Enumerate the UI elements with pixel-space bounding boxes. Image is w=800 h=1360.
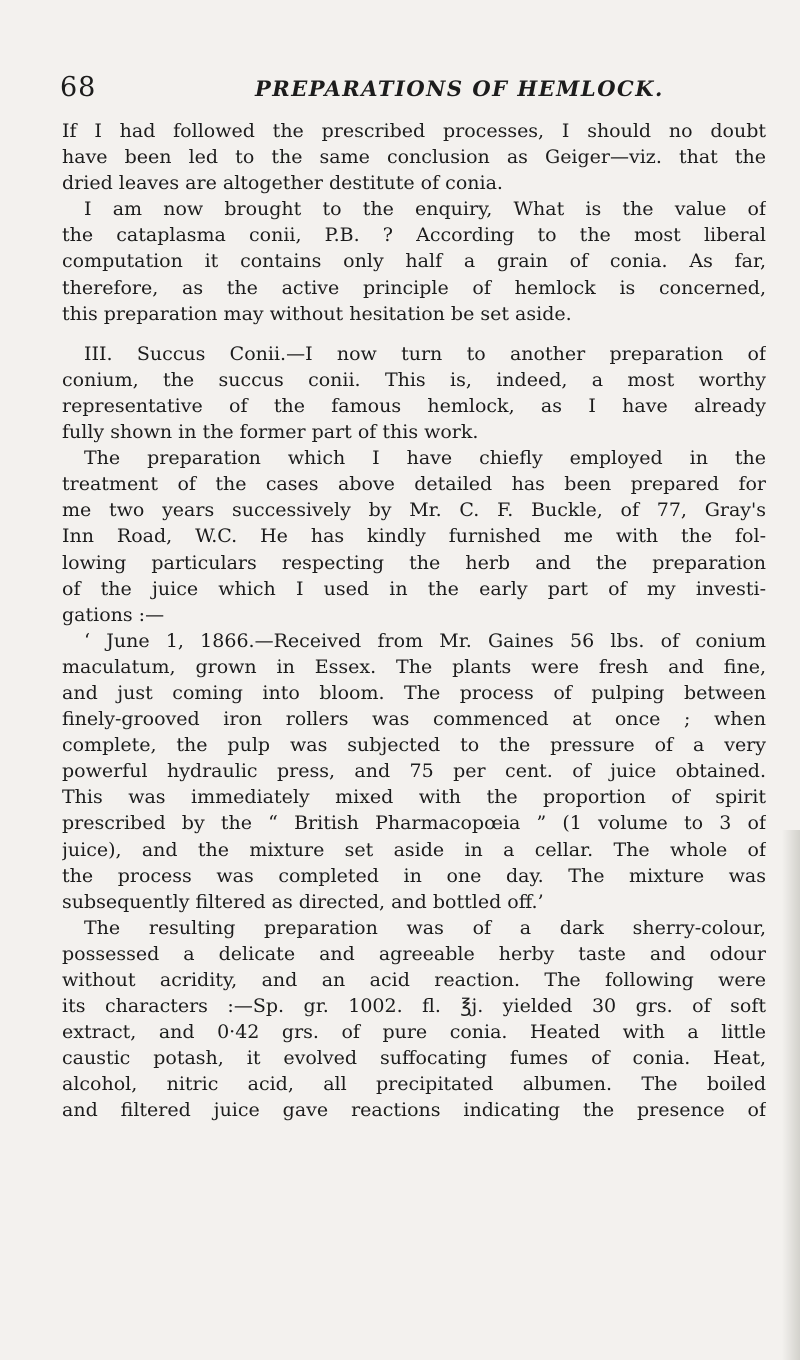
text-line: and filtered juice gave reactions indicating the presence of — [62, 1099, 766, 1122]
text-line: treatment of the cases above detailed has been prepared for — [62, 473, 766, 496]
text-line: of the juice which I used in the early part of my investi- — [62, 577, 766, 600]
page-header — [60, 72, 770, 102]
text-line: lowing particulars respecting the herb and the preparation — [62, 551, 766, 574]
text-line: gations :— — [62, 603, 165, 626]
text-line: Inn Road, W.C. He has kindly furnished me with the fol- — [62, 525, 766, 548]
text-line: the process was completed in one day. The mixture was — [62, 864, 766, 887]
text-line: me two years successively by Mr. C. F. Buckle, of 77, Gray's — [62, 499, 766, 522]
text-line: The resulting preparation was of a dark sherry-colour, — [84, 916, 766, 939]
text-line: therefore, as the active principle of hemlock is concerned, — [62, 276, 766, 299]
text-line: possessed a delicate and agreeable herby taste and odour — [62, 942, 766, 965]
text-line: The preparation which I have chiefly employed in the — [84, 447, 766, 470]
text-line: dried leaves are altogether destitute of conia. — [62, 172, 503, 195]
text-line: conium, the succus conii. This is, indeed, a most worthy — [62, 368, 766, 391]
running-title: PREPARATIONS OF HEMLOCK. — [255, 76, 664, 101]
text-line: caustic potash, it evolved suffocating fumes of conia. Heat, — [62, 1047, 766, 1070]
paragraph — [62, 445, 766, 628]
text-line: this preparation may without hesitation be set aside. — [62, 302, 572, 325]
text-line: juice), and the mixture set aside in a cellar. The whole of — [62, 838, 766, 861]
paragraph — [62, 196, 766, 326]
text-line: representative of the famous hemlock, as I have already — [62, 394, 766, 417]
text-line: prescribed by the “ British Pharmacopœia ” (1 volume to 3 of — [62, 812, 766, 835]
text-line: have been led to the same conclusion as Geiger—viz. that the — [62, 146, 766, 169]
text-line: the cataplasma conii, P.B. ? According to the most liberal — [62, 224, 766, 247]
text-line: computation it contains only half a grain of conia. As far, — [62, 250, 766, 273]
text-line: and just coming into bloom. The process of pulping between — [62, 681, 766, 704]
text-line: subsequently filtered as directed, and bottled off.’ — [62, 890, 544, 913]
text-line: This was immediately mixed with the proportion of spirit — [62, 786, 766, 809]
text-line: III. Succus Conii.—I now turn to another preparation of — [84, 342, 766, 365]
text-line: without acridity, and an acid reaction. The following were — [62, 969, 766, 991]
page-number: 68 — [60, 72, 97, 103]
paragraph — [62, 628, 766, 915]
text-line: extract, and 0·42 grs. of pure conia. Heated with a little — [62, 1021, 766, 1044]
paragraph — [62, 915, 766, 1124]
text-line: powerful hydraulic press, and 75 per cent. of juice obtained. — [62, 760, 766, 783]
text-line: maculatum, grown in Essex. The plants were fresh and fine, — [62, 655, 766, 678]
text-line: complete, the pulp was subjected to the pressure of a very — [62, 734, 766, 757]
page-edge-shadow — [782, 830, 800, 1360]
text-line: its characters :—Sp. gr. 1002. fl. ℥j. yielded 30 grs. of soft — [62, 995, 766, 1018]
paragraph — [62, 118, 766, 196]
text-line: fully shown in the former part of this work. — [62, 421, 479, 444]
body-text — [62, 118, 766, 1124]
text-line: I am now brought to the enquiry, What is the value of — [84, 198, 766, 221]
text-line: finely-grooved iron rollers was commenced at once ; when — [62, 708, 766, 731]
text-line: If I had followed the prescribed processes, I should no doubt — [62, 120, 766, 142]
text-line: alcohol, nitric acid, all precipitated albumen. The boiled — [62, 1073, 766, 1096]
section-gap — [62, 327, 766, 341]
paragraph — [62, 341, 766, 445]
text-line: ‘ June 1, 1866.—Received from Mr. Gaines 56 lbs. of conium — [84, 629, 766, 652]
